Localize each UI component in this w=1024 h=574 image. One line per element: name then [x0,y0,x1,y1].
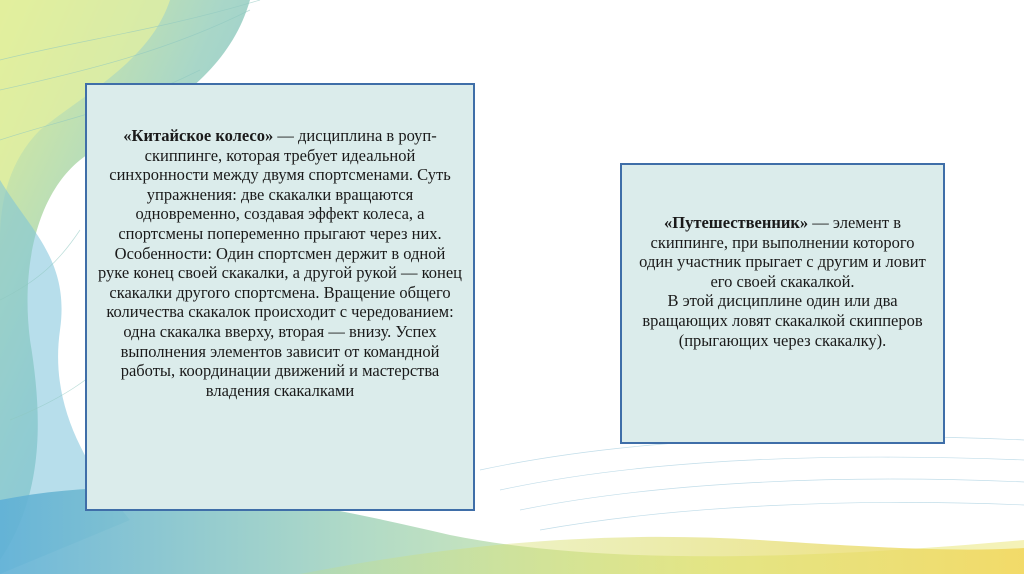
card-right-definition: — элемент в скиппинге, при выполнении которого один участник прыгает с другим и ловит его своей скакалкой. [639,213,926,291]
card-traveler [620,163,945,444]
card-left-features: Особенности: Один спортсмен держит в одной руке конец своей скакалки, а другой рукой — конец скакалки другого спортсмена. Вращение общего количества скакалок происходит с чередованием: одна скакалка вверху, вторая — внизу. Успех выполнения элементов зависит от командной работы, координации движений и мастерства владения скакалками [98,243,462,400]
card-right-intro [634,213,931,291]
card-chinese-wheel [85,83,475,511]
card-left-term: «Китайское колесо» [123,126,274,145]
card-right-term: «Путешественник» [664,213,809,232]
card-right-details: В этой дисциплине один или два вращающих ловят скакалкой скипперов (прыгающих через скакалку). [642,291,923,350]
card-left-definition: — дисциплина в роуп-скиппинге, которая требует идеальной синхронности между двумя спортсменами. Суть упражнения: две скакалки вращаются одновременно, создавая эффект колеса, а спортсмены попеременно прыгают через них. [109,126,451,243]
card-left-intro [97,126,463,244]
